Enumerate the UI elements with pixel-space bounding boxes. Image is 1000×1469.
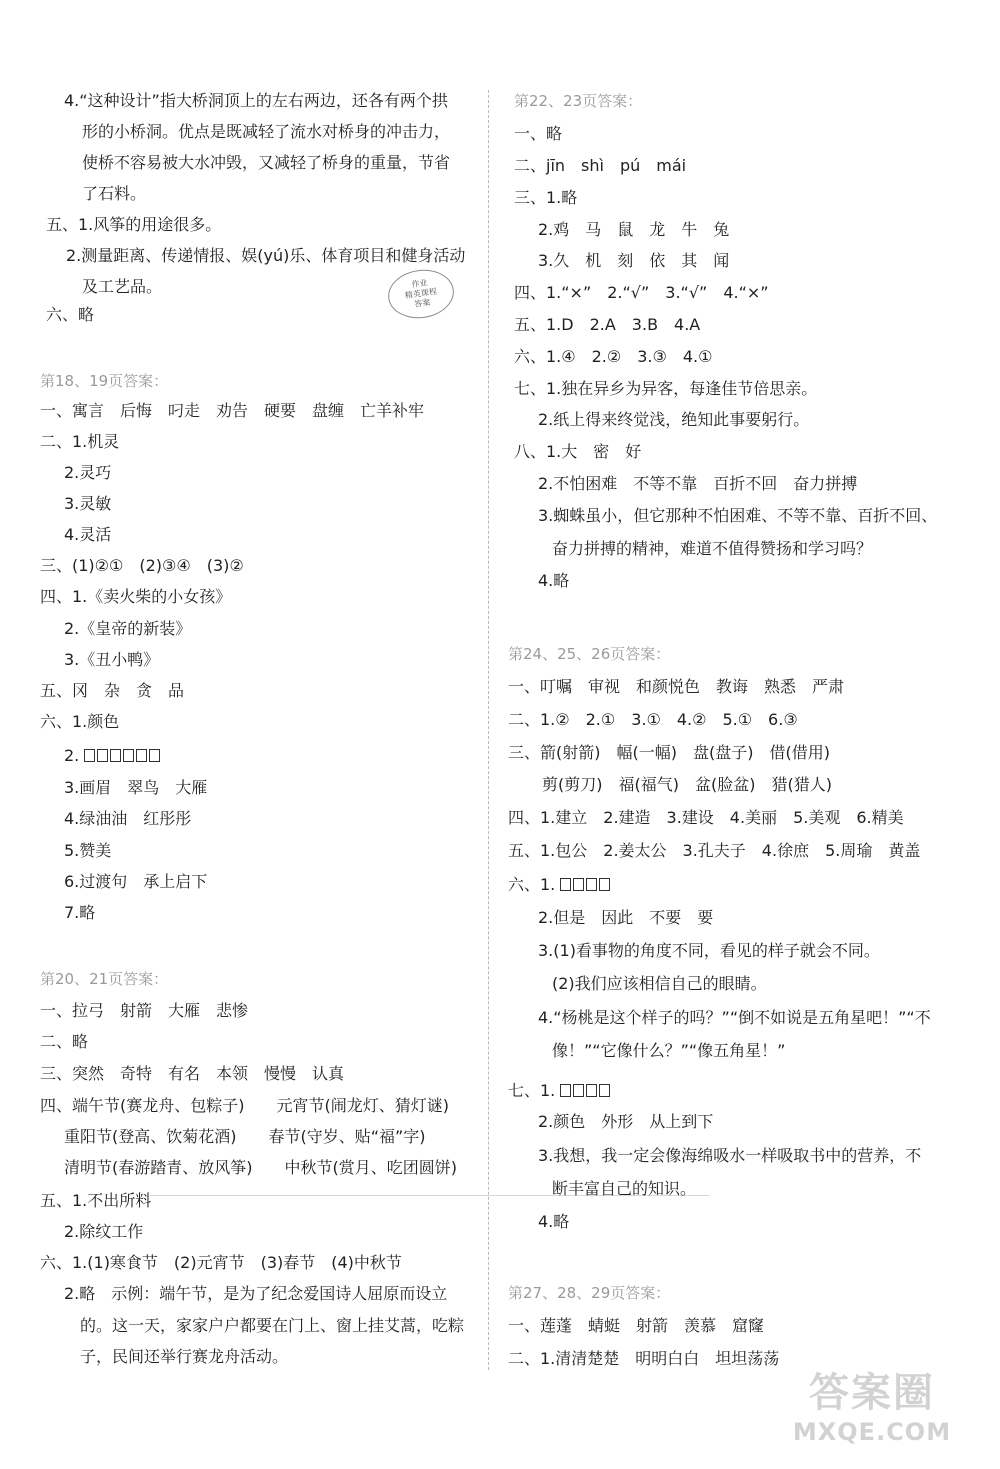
text-line: 4.略 <box>538 571 570 590</box>
text-line: 六、1.(1)寒食节 (2)元宵节 (3)春节 (4)中秋节 <box>40 1253 402 1272</box>
text-line: 2.鸡 马 鼠 龙 牛 兔 <box>538 220 730 239</box>
text-line: 四、1.《卖火柴的小女孩》 <box>40 587 232 606</box>
text-line: 二、1.机灵 <box>40 432 120 451</box>
text-line: 2.除纹工作 <box>64 1222 144 1241</box>
box-icon <box>84 746 162 765</box>
text-line: 三、(1)②① (2)③④ (3)② <box>40 556 244 575</box>
text-prefix: 2. <box>64 746 80 765</box>
text-line: 奋力拼搏的精神，难道不值得赞扬和学习吗？ <box>552 539 873 558</box>
text-line: 3.(1)看事物的角度不同，看见的样子就会不同。 <box>538 941 880 960</box>
text-line: 一、莲蓬 蜻蜓 射箭 羡慕 窟窿 <box>508 1316 765 1335</box>
text-line: 七、1.独在异乡为异客，每逢佳节倍思亲。 <box>514 379 818 398</box>
text-line: 及工艺品。 <box>82 277 163 296</box>
box-icon <box>560 875 612 894</box>
text-line: (2)我们应该相信自己的眼睛。 <box>552 974 767 993</box>
section-heading: 第27、28、29页答案： <box>508 1284 671 1302</box>
text-line: 三、1.略 <box>514 188 578 207</box>
text-line: 清明节(春游踏青、放风筝) 中秋节(赏月、吃团圆饼) <box>64 1158 457 1177</box>
text-line <box>508 874 612 896</box>
text-line: 2.测量距离、传递情报、娱(yú)乐、体育项目和健身活动 <box>66 246 466 265</box>
text-line: 三、箭(射箭) 幅(一幅) 盘(盘子) 借(借用) <box>508 743 830 762</box>
text-line: 二、1.② 2.① 3.① 4.② 5.① 6.③ <box>508 710 798 729</box>
text-line: 3.画眉 翠鸟 大雁 <box>64 778 208 797</box>
text-line: 2.不怕困难 不等不靠 百折不回 奋力拼搏 <box>538 474 858 493</box>
text-line: 二、jīn shì pú mái <box>514 156 687 175</box>
section-heading: 第20、21页答案： <box>40 970 169 988</box>
text-line: 4.绿油油 红彤彤 <box>64 809 192 828</box>
text-line: 2.但是 因此 不要 要 <box>538 908 714 927</box>
text-line: 六、1.颜色 <box>40 712 120 731</box>
text-line: 像！”“它像什么？”“像五角星！” <box>552 1041 786 1060</box>
text-line: 2.《皇帝的新装》 <box>64 619 192 638</box>
text-line: 五、1.D 2.A 3.B 4.A <box>514 315 701 334</box>
text-line: 6.过渡句 承上启下 <box>64 872 208 891</box>
text-line: 4.灵活 <box>64 525 112 544</box>
text-line: 六、1.④ 2.② 3.③ 4.① <box>514 347 713 366</box>
text-line <box>508 1080 612 1102</box>
column-divider <box>488 90 489 1370</box>
text-line: 一、寓言 后悔 叼走 劝告 硬要 盘缠 亡羊补牢 <box>40 401 425 420</box>
watermark-logo: 答案圈 MXQE.COM <box>792 1370 952 1446</box>
text-line: 五、冈 杂 贪 品 <box>40 681 185 700</box>
text-line: 一、拉弓 射箭 大雁 悲惨 <box>40 1001 249 1020</box>
section-heading: 第18、19页答案： <box>40 372 169 390</box>
section-heading: 第22、23页答案： <box>514 92 643 110</box>
text-line: 断丰富自己的知识。 <box>552 1179 697 1198</box>
text-line: 四、1.“×” 2.“√” 3.“√” 4.“×” <box>514 283 769 302</box>
text-line: 2.灵巧 <box>64 463 112 482</box>
text-line: 重阳节(登高、饮菊花酒) 春节(守岁、贴“福”字) <box>64 1127 426 1146</box>
text-line: 四、端午节(赛龙舟、包粽子) 元宵节(闹龙灯、猜灯谜) <box>40 1096 449 1115</box>
text-prefix: 六、1. <box>508 875 556 894</box>
text-line: 形的小桥洞。优点是既减轻了流水对桥身的冲击力， <box>82 122 451 141</box>
section-heading: 第24、25、26页答案： <box>508 645 671 663</box>
text-line: 剪(剪刀) 福(福气) 盆(脸盆) 猎(猎人) <box>542 775 832 794</box>
text-line: 5.赞美 <box>64 841 112 860</box>
text-line: 一、略 <box>514 124 563 143</box>
text-line: 二、1.清清楚楚 明明白白 坦坦荡荡 <box>508 1349 780 1368</box>
text-prefix: 七、1. <box>508 1081 556 1100</box>
text-line: 2.略 示例：端午节，是为了纪念爱国诗人屈原而设立 <box>64 1284 448 1303</box>
text-line: 3.灵敏 <box>64 494 112 513</box>
text-line: 八、1.大 密 好 <box>514 442 642 461</box>
text-line: 4.“杨桃是这个样子的吗？”“倒不如说是五角星吧！”“不 <box>538 1008 931 1027</box>
text-line: 3.蜘蛛虽小，但它那种不怕困难、不等不靠、百折不回、 <box>538 506 938 525</box>
text-line: 2.纸上得来终觉浅，绝知此事要躬行。 <box>538 410 810 429</box>
text-line: 4.“这种设计”指大桥洞顶上的左右两边，还各有两个拱 <box>64 91 448 110</box>
text-line: 二、略 <box>40 1032 89 1051</box>
text-line: 五、1.不出所料 <box>40 1191 152 1210</box>
text-line: 五、1.包公 2.姜太公 3.孔夫子 4.徐庶 5.周瑜 黄盖 <box>508 841 921 860</box>
text-line: 三、突然 奇特 有名 本领 慢慢 认真 <box>40 1064 345 1083</box>
stamp-seal: 作业 精英课程 答案 <box>385 266 457 323</box>
text-line: 3.我想，我一定会像海绵吸水一样吸取书中的营养，不 <box>538 1146 922 1165</box>
text-line: 2.颜色 外形 从上到下 <box>538 1112 714 1131</box>
text-line <box>64 745 162 767</box>
box-icon <box>560 1081 612 1100</box>
text-line: 7.略 <box>64 903 96 922</box>
text-line: 一、叮嘱 审视 和颜悦色 教诲 熟悉 严肃 <box>508 677 845 696</box>
text-line: 4.略 <box>538 1212 570 1231</box>
text-line: 四、1.建立 2.建造 3.建设 4.美丽 5.美观 6.精美 <box>508 808 904 827</box>
text-line: 3.久 机 刻 依 其 闻 <box>538 251 730 270</box>
text-line: 3.《丑小鸭》 <box>64 650 160 669</box>
text-line: 了石料。 <box>82 184 147 203</box>
text-line: 六、略 <box>46 305 95 324</box>
text-line: 五、1.风筝的用途很多。 <box>46 215 222 234</box>
text-line: 的。这一天，家家户户都要在门上、窗上挂艾蒿，吃粽 <box>80 1316 465 1335</box>
text-line: 子，民间还举行赛龙舟活动。 <box>80 1347 289 1366</box>
text-line: 使桥不容易被大水冲毁，又减轻了桥身的重量，节省 <box>82 153 451 172</box>
